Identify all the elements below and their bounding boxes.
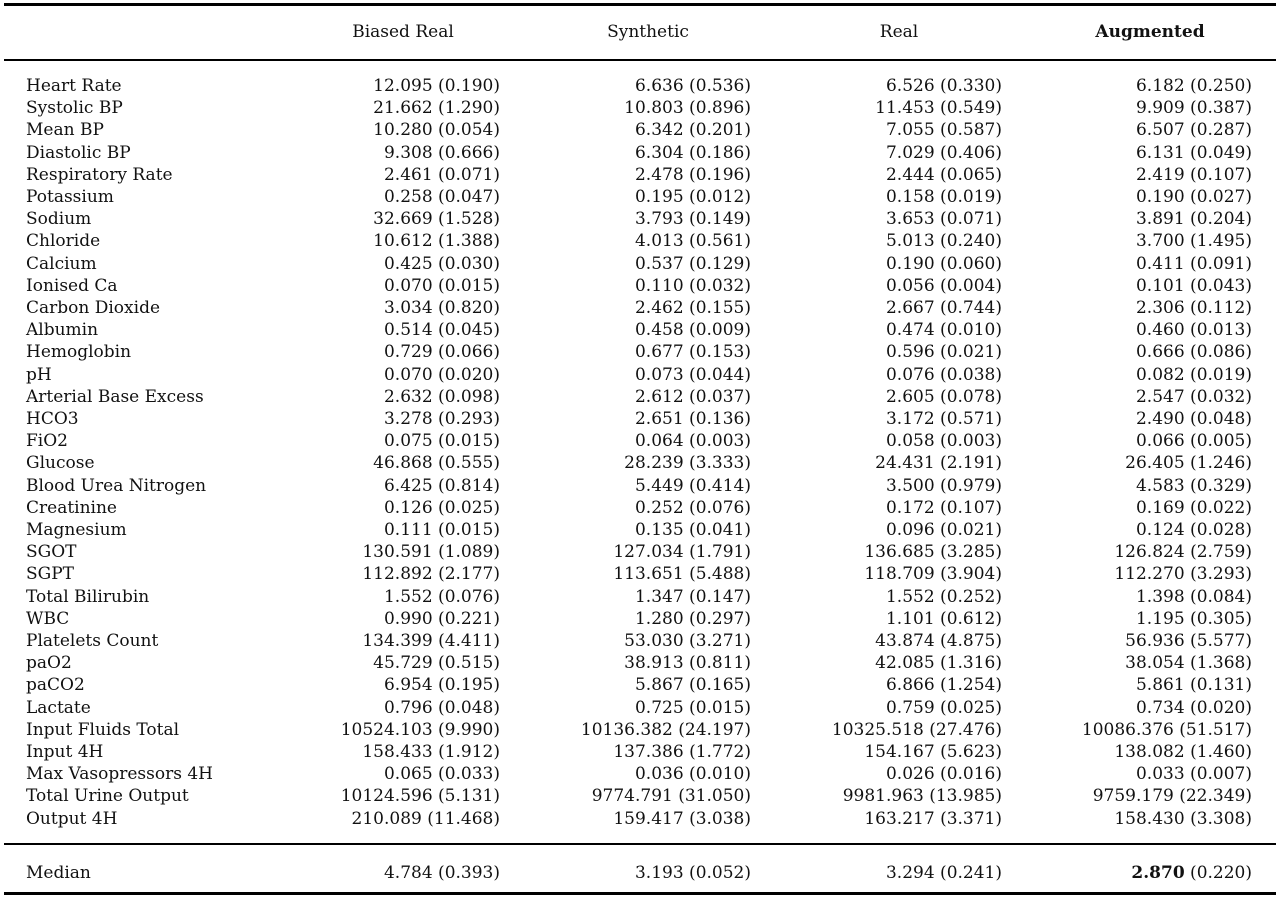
cell-synthetic: 0.458 (0.009) [634,320,751,341]
cell-biased-real: 0.514 (0.045) [383,320,500,341]
cell-synthetic: 0.036 (0.010) [634,764,751,785]
cell-augmented: 2.547 (0.032) [1135,386,1252,407]
cell-real: 154.167 (5.623) [864,742,1002,762]
row-label: Lactate [26,697,91,718]
cell-real: 0.172 (0.107) [885,497,1002,518]
cell-real: 3.172 (0.571) [885,409,1002,429]
cell-augmented: 0.734 (0.020) [1135,697,1252,718]
cell-augmented: 9759.179 (22.349) [1092,786,1252,807]
cell-biased-real: 12.095 (0.190) [373,76,500,96]
cell-biased-real: 6.425 (0.814) [383,475,500,496]
cell-synthetic: 4.013 (0.561) [634,231,751,252]
cell-real: 0.026 (0.016) [885,764,1002,785]
cell-synthetic: 2.462 (0.155) [634,298,751,318]
cell-synthetic: 2.612 (0.037) [634,386,751,407]
row-label: HCO3 [26,409,79,429]
cell-augmented: 3.891 (0.204) [1135,209,1252,230]
cell-real: 0.158 (0.019) [885,187,1002,207]
cell-real: 7.055 (0.587) [885,120,1002,141]
cell-biased-real: 32.669 (1.528) [373,209,500,230]
cell-real: 5.013 (0.240) [885,231,1002,252]
cell-synthetic: 6.342 (0.201) [634,120,751,141]
cell-synthetic: 38.913 (0.811) [624,653,751,674]
cell-biased-real: 10.280 (0.054) [373,120,500,141]
cell-real: 3.500 (0.979) [885,475,1002,496]
cell-augmented: 0.190 (0.027) [1135,187,1252,207]
row-label: Systolic BP [26,98,123,119]
cell-biased-real: 1.552 (0.076) [383,586,500,607]
median-augmented-value: 2.870 [1131,863,1185,883]
cell-synthetic: 5.867 (0.165) [634,675,751,696]
cell-synthetic: 9774.791 (31.050) [591,786,751,807]
header-real: Real [879,22,919,42]
cell-biased-real: 158.433 (1.912) [362,742,500,762]
cell-synthetic: 0.725 (0.015) [634,697,751,718]
cell-augmented: 1.398 (0.084) [1135,586,1252,607]
cell-augmented: 0.124 (0.028) [1135,520,1252,540]
row-label: Respiratory Rate [26,164,173,185]
cell-synthetic: 127.034 (1.791) [613,542,751,563]
row-label: Total Bilirubin [26,586,150,607]
cell-synthetic: 5.449 (0.414) [634,475,751,496]
cell-biased-real: 0.070 (0.015) [383,275,500,296]
row-label: Sodium [26,209,92,230]
cell-synthetic: 0.537 (0.129) [634,253,751,274]
cell-augmented: 0.033 (0.007) [1135,764,1252,785]
cell-augmented: 0.169 (0.022) [1135,497,1252,518]
row-label: paCO2 [26,675,85,696]
cell-synthetic: 0.110 (0.032) [634,275,751,296]
cell-synthetic: 0.252 (0.076) [634,497,751,518]
cell-augmented: 1.195 (0.305) [1135,608,1252,629]
cell-synthetic: 10136.382 (24.197) [580,719,751,740]
cell-synthetic: 2.651 (0.136) [634,409,751,429]
cell-real: 0.058 (0.003) [885,431,1002,452]
row-label: SGPT [26,564,75,585]
row-label: FiO2 [26,431,68,452]
cell-augmented: 0.666 (0.086) [1135,342,1252,363]
cell-biased-real: 2.461 (0.071) [383,164,500,185]
cell-real: 118.709 (3.904) [864,564,1002,585]
row-label: Output 4H [26,808,118,829]
row-label: SGOT [26,542,77,563]
cell-augmented: 0.411 (0.091) [1135,253,1252,274]
cell-synthetic: 3.793 (0.149) [634,209,751,230]
cell-real: 43.874 (4.875) [875,631,1002,651]
cell-augmented: 2.306 (0.112) [1135,298,1252,318]
cell-biased-real: 112.892 (2.177) [362,564,500,585]
row-label: Calcium [26,253,97,274]
cell-augmented: 6.131 (0.049) [1135,142,1252,163]
cell-synthetic: 53.030 (3.271) [624,631,751,651]
cell-augmented: 2.419 (0.107) [1135,164,1252,185]
cell-biased-real: 21.662 (1.290) [373,98,500,119]
median-biased-real: 4.784 (0.393) [383,863,500,883]
row-label: Magnesium [26,520,127,540]
row-label: Potassium [26,187,114,207]
row-label: paO2 [26,653,72,674]
cell-real: 163.217 (3.371) [864,808,1002,829]
cell-augmented: 0.066 (0.005) [1135,431,1252,452]
cell-synthetic: 0.064 (0.003) [634,431,751,452]
cell-real: 0.096 (0.021) [885,520,1002,540]
median-synthetic: 3.193 (0.052) [634,863,751,883]
cell-augmented: 0.082 (0.019) [1135,364,1252,385]
row-label: Input 4H [26,742,104,762]
cell-augmented: 56.936 (5.577) [1125,631,1252,651]
cell-biased-real: 46.868 (0.555) [373,453,500,474]
cell-biased-real: 10124.596 (5.131) [340,786,500,807]
cell-biased-real: 0.126 (0.025) [383,497,500,518]
cell-real: 2.605 (0.078) [885,386,1002,407]
median-real: 3.294 (0.241) [885,863,1002,883]
row-label: Carbon Dioxide [26,298,161,318]
median-augmented-sd: (0.220) [1184,863,1252,883]
row-label: Input Fluids Total [26,719,180,740]
cell-biased-real: 0.425 (0.030) [383,253,500,274]
cell-real: 136.685 (3.285) [864,542,1002,563]
cell-biased-real: 0.070 (0.020) [383,364,500,385]
cell-augmented: 112.270 (3.293) [1114,564,1252,585]
cell-augmented: 6.507 (0.287) [1135,120,1252,141]
row-label: Total Urine Output [26,786,189,807]
cell-synthetic: 0.677 (0.153) [634,342,751,363]
row-label: WBC [26,608,70,629]
cell-augmented: 4.583 (0.329) [1135,475,1252,496]
cell-augmented: 38.054 (1.368) [1125,653,1252,674]
cell-biased-real: 134.399 (4.411) [362,631,500,651]
cell-biased-real: 130.591 (1.089) [362,542,500,563]
cell-biased-real: 10.612 (1.388) [373,231,500,252]
cell-biased-real: 0.075 (0.015) [383,431,500,452]
cell-augmented: 9.909 (0.387) [1135,98,1252,119]
cell-synthetic: 1.280 (0.297) [634,608,751,629]
cell-synthetic: 2.478 (0.196) [634,164,751,185]
cell-real: 0.474 (0.010) [885,320,1002,341]
cell-augmented: 0.460 (0.013) [1135,320,1252,341]
cell-augmented: 3.700 (1.495) [1135,231,1252,252]
cell-real: 6.526 (0.330) [885,76,1002,96]
cell-real: 24.431 (2.191) [875,453,1002,474]
header-rule [4,59,1276,61]
cell-augmented: 10086.376 (51.517) [1081,719,1252,740]
cell-biased-real: 10524.103 (9.990) [340,719,500,740]
cell-real: 7.029 (0.406) [885,142,1002,163]
cell-augmented: 6.182 (0.250) [1135,76,1252,96]
cell-real: 0.190 (0.060) [885,253,1002,274]
cell-real: 0.056 (0.004) [885,275,1002,296]
row-label: Creatinine [26,497,117,518]
header-synthetic: Synthetic [607,22,689,42]
cell-augmented: 158.430 (3.308) [1114,808,1252,829]
row-label: Chloride [26,231,101,252]
cell-real: 0.076 (0.038) [885,364,1002,385]
row-label: Max Vasopressors 4H [26,764,213,785]
cell-synthetic: 6.304 (0.186) [634,142,751,163]
cell-real: 11.453 (0.549) [875,98,1002,119]
row-label: Platelets Count [26,631,159,651]
cell-biased-real: 9.308 (0.666) [383,142,500,163]
cell-synthetic: 0.135 (0.041) [634,520,751,540]
header-biased-real: Biased Real [352,22,454,42]
cell-real: 2.667 (0.744) [885,298,1002,318]
cell-biased-real: 210.089 (11.468) [351,808,500,829]
cell-synthetic: 10.803 (0.896) [624,98,751,119]
cell-augmented: 2.490 (0.048) [1135,409,1252,429]
cell-real: 1.101 (0.612) [885,608,1002,629]
cell-biased-real: 0.111 (0.015) [383,520,500,540]
cell-real: 9981.963 (13.985) [842,786,1002,807]
cell-real: 0.596 (0.021) [885,342,1002,363]
cell-biased-real: 0.796 (0.048) [383,697,500,718]
cell-biased-real: 0.258 (0.047) [383,187,500,207]
median-rule [4,843,1276,845]
row-label: Heart Rate [26,76,122,96]
cell-augmented: 138.082 (1.460) [1114,742,1252,762]
cell-real: 42.085 (1.316) [875,653,1002,674]
cell-synthetic: 0.195 (0.012) [634,187,751,207]
cell-biased-real: 45.729 (0.515) [373,653,500,674]
cell-real: 6.866 (1.254) [885,675,1002,696]
cell-biased-real: 0.065 (0.033) [383,764,500,785]
cell-biased-real: 0.990 (0.221) [383,608,500,629]
cell-biased-real: 2.632 (0.098) [383,386,500,407]
row-label: Glucose [26,453,95,474]
cell-augmented: 26.405 (1.246) [1125,453,1252,474]
cell-synthetic: 6.636 (0.536) [634,76,751,96]
top-rule [4,3,1276,6]
cell-biased-real: 3.278 (0.293) [383,409,500,429]
cell-synthetic: 0.073 (0.044) [634,364,751,385]
cell-synthetic: 1.347 (0.147) [634,586,751,607]
cell-real: 0.759 (0.025) [885,697,1002,718]
bottom-rule [4,892,1276,895]
row-label: Blood Urea Nitrogen [26,475,207,496]
cell-real: 10325.518 (27.476) [831,719,1002,740]
row-label: Hemoglobin [26,342,132,363]
row-label: pH [26,364,52,385]
cell-biased-real: 3.034 (0.820) [383,298,500,318]
cell-biased-real: 6.954 (0.195) [383,675,500,696]
cell-synthetic: 113.651 (5.488) [613,564,751,585]
cell-synthetic: 159.417 (3.038) [613,808,751,829]
cell-real: 2.444 (0.065) [885,164,1002,185]
median-augmented [1131,863,1252,883]
row-label: Arterial Base Excess [26,386,204,407]
cell-augmented: 0.101 (0.043) [1135,275,1252,296]
cell-synthetic: 137.386 (1.772) [613,742,751,762]
cell-synthetic: 28.239 (3.333) [624,453,751,474]
cell-biased-real: 0.729 (0.066) [383,342,500,363]
row-label: Diastolic BP [26,142,131,163]
cell-real: 1.552 (0.252) [885,586,1002,607]
cell-augmented: 126.824 (2.759) [1114,542,1252,563]
cell-real: 3.653 (0.071) [885,209,1002,230]
header-augmented: Augmented [1095,22,1205,42]
row-label: Ionised Ca [26,275,118,296]
cell-augmented: 5.861 (0.131) [1135,675,1252,696]
median-label: Median [26,863,91,883]
row-label: Albumin [26,320,99,341]
row-label: Mean BP [26,120,104,141]
